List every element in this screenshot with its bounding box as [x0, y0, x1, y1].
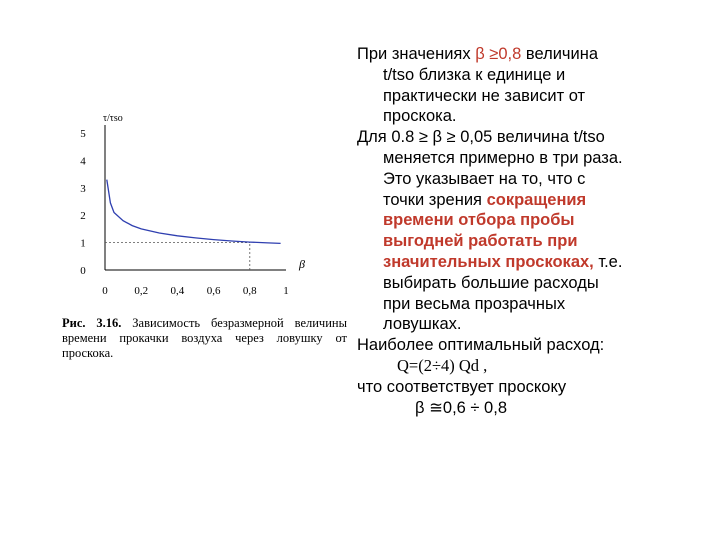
x-tick-label: 0,4	[170, 285, 185, 297]
p2-line10: ловушках.	[383, 315, 462, 334]
x-tick-label: 1	[283, 285, 289, 297]
p2-line7a: значительных проскоках,	[383, 252, 594, 271]
y-tick-label: 1	[80, 237, 86, 250]
p2-line7b: т.е.	[593, 252, 623, 271]
p2-line1: Для 0.8 ≥ β ≥ 0,05 величина t/tso	[357, 128, 605, 147]
p1-b: величина	[521, 45, 599, 63]
p1-line3: практически не зависит от	[383, 86, 586, 105]
caption-label: Рис. 3.16.	[62, 316, 122, 330]
y-tick-label: 3	[80, 182, 86, 195]
x-axis-label: β	[299, 257, 305, 271]
y-tick-label: 4	[80, 155, 86, 168]
p1-beta: β ≥0,8	[475, 45, 522, 63]
y-tick-label: 5	[80, 128, 86, 140]
p3-formula: Q=(2÷4) Qd ,	[397, 355, 488, 375]
x-tick-label: 0,2	[134, 285, 149, 297]
p3-beta: β ≅0,6 ÷ 0,8	[415, 398, 507, 417]
paragraph-3	[357, 335, 697, 418]
p3-line3: что соответствует проскоку	[357, 377, 567, 396]
y-tick-label: 2	[80, 210, 86, 223]
p2-line4a: точки зрения	[383, 190, 487, 209]
figure-caption	[62, 316, 347, 361]
x-tick-label: 0	[102, 285, 108, 297]
y-axis-label: τ/τso	[103, 113, 123, 124]
p2-line2: меняется примерно в три раза.	[383, 148, 623, 167]
x-tick-label: 0,8	[242, 285, 257, 297]
chart	[55, 100, 355, 315]
p2-line4b: сокращения	[486, 190, 587, 209]
p1-line4: проскока.	[383, 107, 457, 126]
paragraph-2	[357, 127, 697, 335]
series-line	[107, 180, 281, 244]
p2-line3: Это указывает на то, что с	[383, 169, 586, 188]
y-tick-label: 0	[80, 265, 86, 277]
caption-text: Зависимость безразмерной величины времени прокачки воздуха через ловушку от проскока.	[62, 316, 347, 360]
p2-line8: выбирать большие расходы	[383, 273, 599, 292]
paragraph-1	[357, 44, 697, 127]
p2-line9: при весьма прозрачных	[383, 294, 566, 313]
text-panel	[357, 44, 697, 418]
p2-line6: выгодней работать при	[383, 232, 578, 251]
p2-line5: времени отбора пробы	[383, 211, 575, 230]
p1-line2: t/tso близка к единице и	[383, 65, 566, 84]
p3-line1: Наиболее оптимальный расход:	[357, 336, 605, 355]
p1-a: При значениях	[357, 45, 476, 63]
x-tick-label: 0,6	[206, 285, 221, 297]
